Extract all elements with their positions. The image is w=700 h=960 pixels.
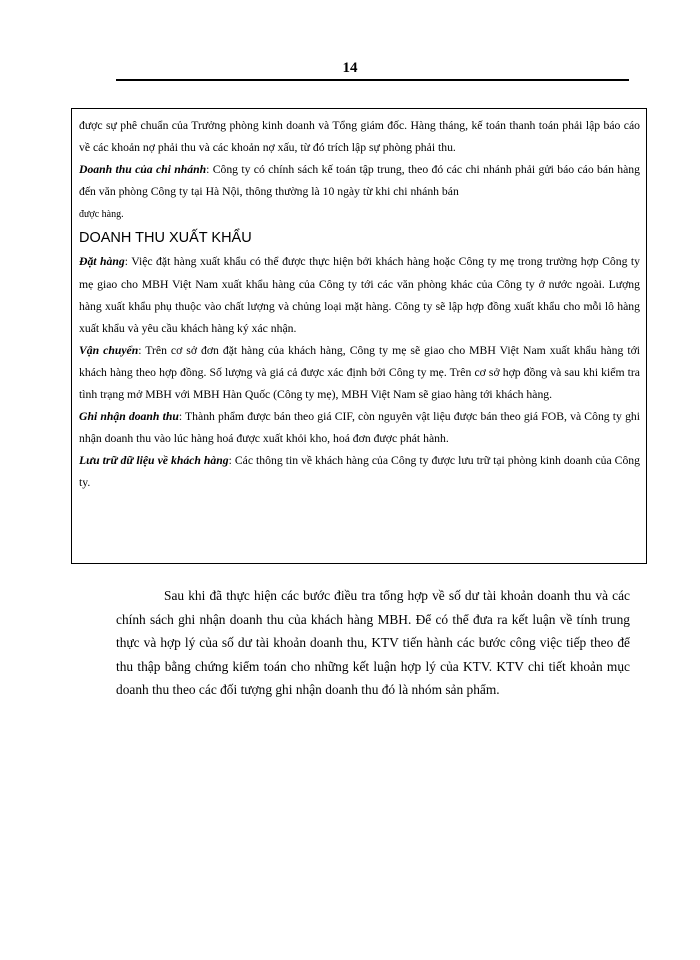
policy-paragraph-approval	[79, 115, 640, 159]
revenue-recognition-text: : Thành phẩm được bán theo giá CIF, còn nguyên vật liệu được bán theo giá FOB, và Công ty ghi nhận doanh thu vào lúc hàng hoá được xuất khỏi kho, hoá đơn được phát hành.	[79, 410, 640, 446]
policy-paragraph-revenue-recognition	[79, 406, 640, 450]
customer-data-text: : Các thông tin về khách hàng của Công ty được lưu trữ tại phòng kinh doanh của Công ty.	[79, 454, 640, 490]
ordering-text: : Việc đặt hàng xuất khẩu có thể được thực hiện bởi khách hàng hoặc Công ty mẹ trong trường hợp Công ty mẹ giao cho MBH Việt Nam xuất khẩu hàng của Công ty tới các văn phòng khác của Công ty ở nước ngoài. Lượng hàng xuất khẩu phụ thuộc vào chất lượng và chủng loại mặt hàng. Công ty sẽ lập hợp đồng xuất khẩu cho mỗi lô hàng xuất khẩu và yêu cầu khách hàng ký xác nhận.	[79, 255, 640, 335]
header-rule	[116, 79, 629, 81]
branch-revenue-tail: được hàng.	[79, 209, 124, 221]
policy-box	[71, 108, 647, 564]
page-number: 14	[342, 60, 358, 76]
shipping-label: Vận chuyển	[79, 343, 139, 357]
body-paragraph: Sau khi đã thực hiện các bước điều tra tổng hợp về số dư tài khoản doanh thu và các chính sách ghi nhận doanh thu của khách hàng MBH. Để có thể đưa ra kết luận về tính trung thực và hợp lý của số dư tài khoản doanh thu, KTV tiến hành các bước công việc tiếp theo để thu thập bằng chứng kiểm toán cho những kết luận hợp lý của KTV. KTV chi tiết khoản mục doanh thu theo các đối tượng ghi nhận doanh thu đó là nhóm sản phẩm.	[116, 588, 630, 698]
policy-paragraph-ordering	[79, 251, 640, 339]
ordering-label: Đặt hàng	[79, 255, 125, 269]
branch-revenue-label: Doanh thu của chi nhánh	[79, 163, 207, 177]
customer-data-label: Lưu trữ dữ liệu về khách hàng	[79, 454, 229, 468]
revenue-recognition-label: Ghi nhận doanh thu	[79, 410, 179, 424]
approval-text: được sự phê chuẩn của Trưởng phòng kinh doanh và Tổng giám đốc. Hàng tháng, kế toán thanh toán phải lập báo cáo về các khoản nợ phải thu và các khoản nợ xấu, từ đó trích lập sự phòng phải thu.	[79, 119, 640, 155]
shipping-text: : Trên cơ sở đơn đặt hàng của khách hàng, Công ty mẹ sẽ giao cho MBH Việt Nam xuất khẩu hàng tới khách hàng theo hợp đồng. Số lượng và giá cả được xác định bởi Công ty mẹ. Trên cơ sở hợp đồng và sau khi kiểm tra tình trạng mở MBH với MBH Hàn Quốc (Công ty mẹ), MBH Việt Nam sẽ giao hàng tới khách hàng.	[79, 343, 641, 402]
branch-revenue-text: : Công ty có chính sách kế toán tập trung, theo đó các chi nhánh phải gửi báo cáo bán hàng đến văn phòng Công ty tại Hà Nội, thông thường là 10 ngày từ khi chi nhánh bán	[79, 163, 640, 199]
policy-paragraph-customer-data	[79, 450, 640, 494]
export-revenue-heading: DOANH THU XUẤT KHẨU	[79, 230, 252, 247]
policy-paragraph-branch-revenue	[79, 159, 640, 226]
policy-paragraph-shipping	[79, 340, 640, 406]
